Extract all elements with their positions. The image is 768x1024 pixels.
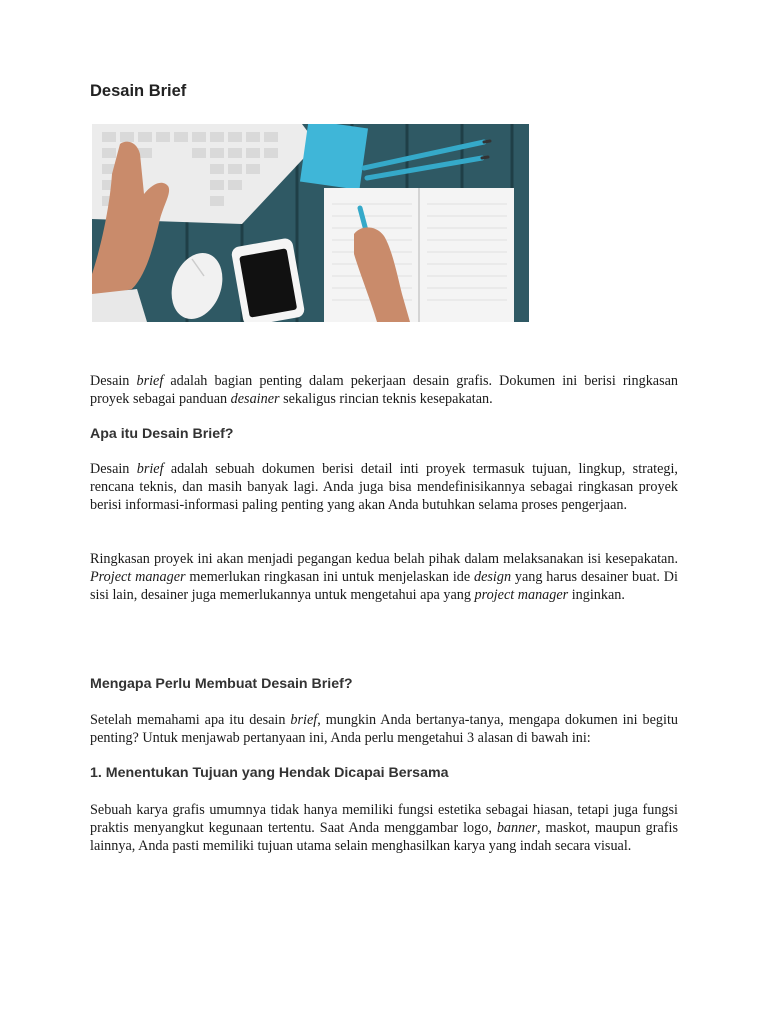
italic-run: brief — [290, 712, 318, 728]
hero-image — [92, 124, 529, 322]
section-heading-mengapa: Mengapa Perlu Membuat Desain Brief? — [90, 676, 353, 692]
notebook-icon — [324, 188, 514, 322]
section-heading-apa-itu: Apa itu Desain Brief? — [90, 426, 234, 442]
section-heading-menentukan-tujuan: 1. Menentukan Tujuan yang Hendak Dicapai Bersama — [90, 765, 449, 781]
text-run: sekaligus rincian teknis kesepakatan. — [279, 391, 493, 407]
italic-run: design — [474, 569, 512, 585]
text-run: Setelah memahami apa itu desain — [90, 712, 291, 728]
text-run: Sebuah karya grafis umumnya tidak hanya memiliki fungsi estetika sebagai hiasan, tetapi juga fungsi praktis menyangkut kegunaan tertentu. Saat Anda menggambar logo, — [90, 802, 678, 836]
italic-run: brief — [136, 373, 164, 389]
hero-illustration — [92, 124, 529, 322]
sticky-note-icon — [300, 124, 368, 190]
text-run: memerlukan ringkasan ini untuk menjelaskan ide — [185, 569, 474, 585]
section1-paragraph-1 — [90, 460, 678, 514]
intro-paragraph — [90, 372, 678, 408]
text-run: Desain — [90, 461, 137, 477]
section3-paragraph-1 — [90, 801, 678, 855]
text-run: adalah sebuah dokumen berisi detail inti proyek termasuk tujuan, lingkup, strategi, rencana teknis, dan masih banyak lagi. Anda juga bisa mendefinisikannya sebagai ringkasan proyek berisi informasi-informasi paling penting yang akan Anda butuhkan selama proses pengerjaan. — [90, 461, 678, 513]
section1-paragraph-2 — [90, 550, 678, 604]
section2-paragraph-1 — [90, 711, 678, 747]
text-run: , mungkin Anda bertanya-tanya, mengapa dokumen ini begitu penting? Untuk menjawab pertanyaan ini, Anda perlu mengetahui 3 alasan di bawah ini: — [90, 712, 678, 746]
italic-run: desainer — [230, 391, 280, 407]
text-run: Desain — [90, 373, 137, 389]
text-run: Ringkasan proyek ini akan menjadi pegangan kedua belah pihak dalam melaksanakan isi kesepakatan. — [90, 551, 678, 567]
italic-run: banner — [496, 820, 538, 836]
italic-run: project manager — [474, 587, 569, 603]
text-run: inginkan. — [568, 587, 625, 603]
text-run: yang harus desainer buat. Di sisi lain, desainer juga memerlukannya untuk mengetahui apa yang — [90, 569, 678, 603]
document-title: Desain Brief — [90, 82, 187, 100]
italic-run: Project manager — [90, 569, 186, 585]
text-run: , maskot, maupun grafis lainnya, Anda pasti memiliki tujuan utama selain menghasilkan karya yang indah secara visual. — [90, 820, 678, 854]
italic-run: brief — [136, 461, 164, 477]
text-run: adalah bagian penting dalam pekerjaan desain grafis. Dokumen ini berisi ringkasan proyek sebagai panduan — [90, 373, 678, 407]
